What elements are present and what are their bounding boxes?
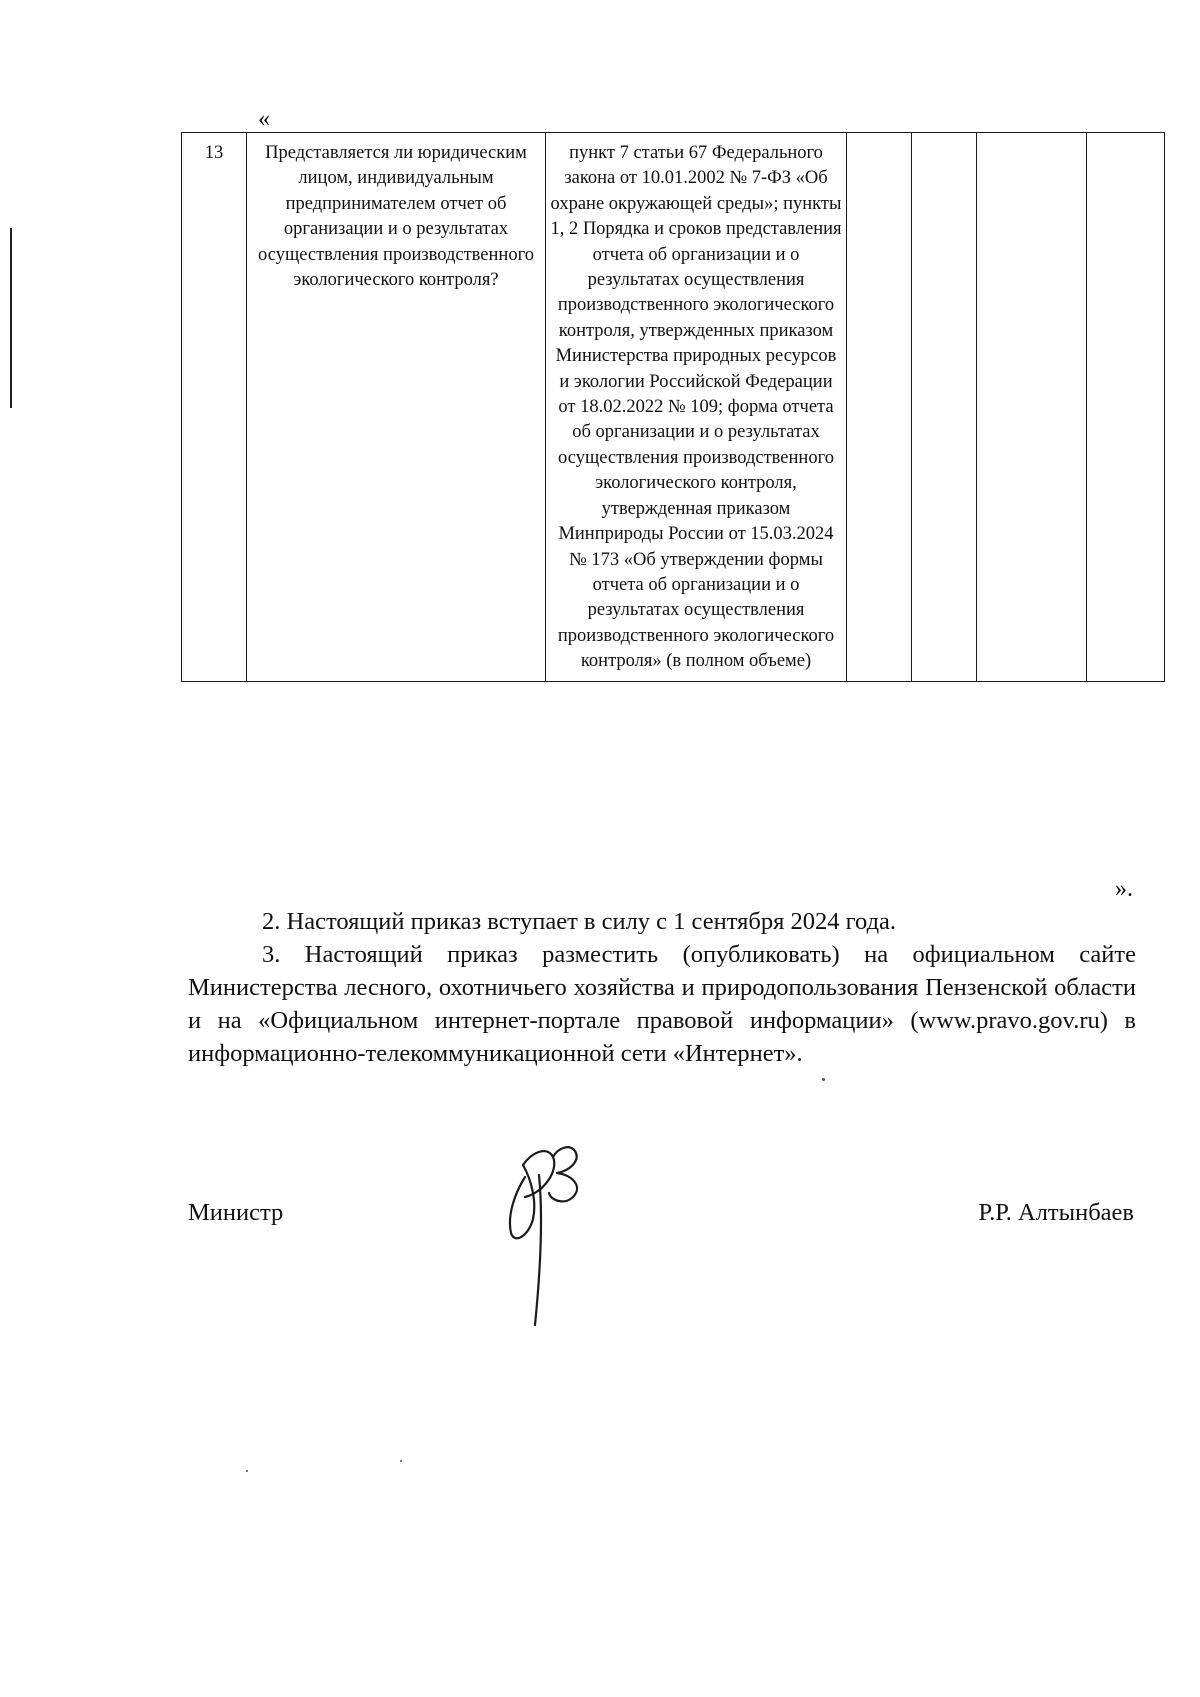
table-open-quote: «	[258, 106, 270, 132]
scan-speck	[400, 1460, 402, 1462]
row-number: 13	[182, 133, 247, 682]
scan-speck	[822, 1078, 825, 1081]
checklist-table	[181, 132, 1165, 682]
paragraph-effective-date: 2. Настоящий приказ вступает в силу с 1 сентября 2024 года.	[262, 908, 897, 935]
handwritten-signature	[495, 1135, 605, 1330]
scan-edge-mark	[10, 228, 12, 408]
scan-speck	[246, 1470, 248, 1472]
row-legal-basis: пункт 7 статьи 67 Федерального закона от 10.01.2002 № 7-ФЗ «Об охране окружающей среды»; пункты 1, 2 Порядка и сроков представления отчета об организации и о результатах осуществления производственного экологического контроля, утвержденных приказом Министерства природных ресурсов и экологии Российской Федерации от 18.02.2022 № 109; форма отчета об организации и о результатах осуществления производственного экологического контроля, утвержденная приказом Минприроды России от 15.03.2024 № 173 «Об утверждении формы отчета об организации и о результатах осуществления производственного экологического контроля» (в полном объеме)	[546, 133, 847, 682]
row-answer-no-cell	[912, 133, 977, 682]
table-close-quote: ».	[1115, 876, 1133, 902]
signatory-name: Р.Р. Алтынбаев	[978, 1199, 1134, 1226]
row-answer-yes-cell	[847, 133, 912, 682]
row-question: Представляется ли юридическим лицом, индивидуальным предпринимателем отчет об организации и о результатах осуществления производственного экологического контроля?	[247, 133, 546, 682]
row-note-cell	[1087, 133, 1165, 682]
row-not-applicable-cell	[977, 133, 1087, 682]
paragraph-publication: 3. Настоящий приказ разместить (опубликовать) на официальном сайте Министерства лесного, охотничьего хозяйства и природопользования Пензенской области и на «Официальном интернет-портале правовой информации» (www.pravo.gov.ru) в информационно-телекоммуникационной сети «Интернет».	[188, 941, 1136, 1067]
signatory-title: Министр	[188, 1199, 284, 1226]
table-row	[182, 133, 1165, 682]
